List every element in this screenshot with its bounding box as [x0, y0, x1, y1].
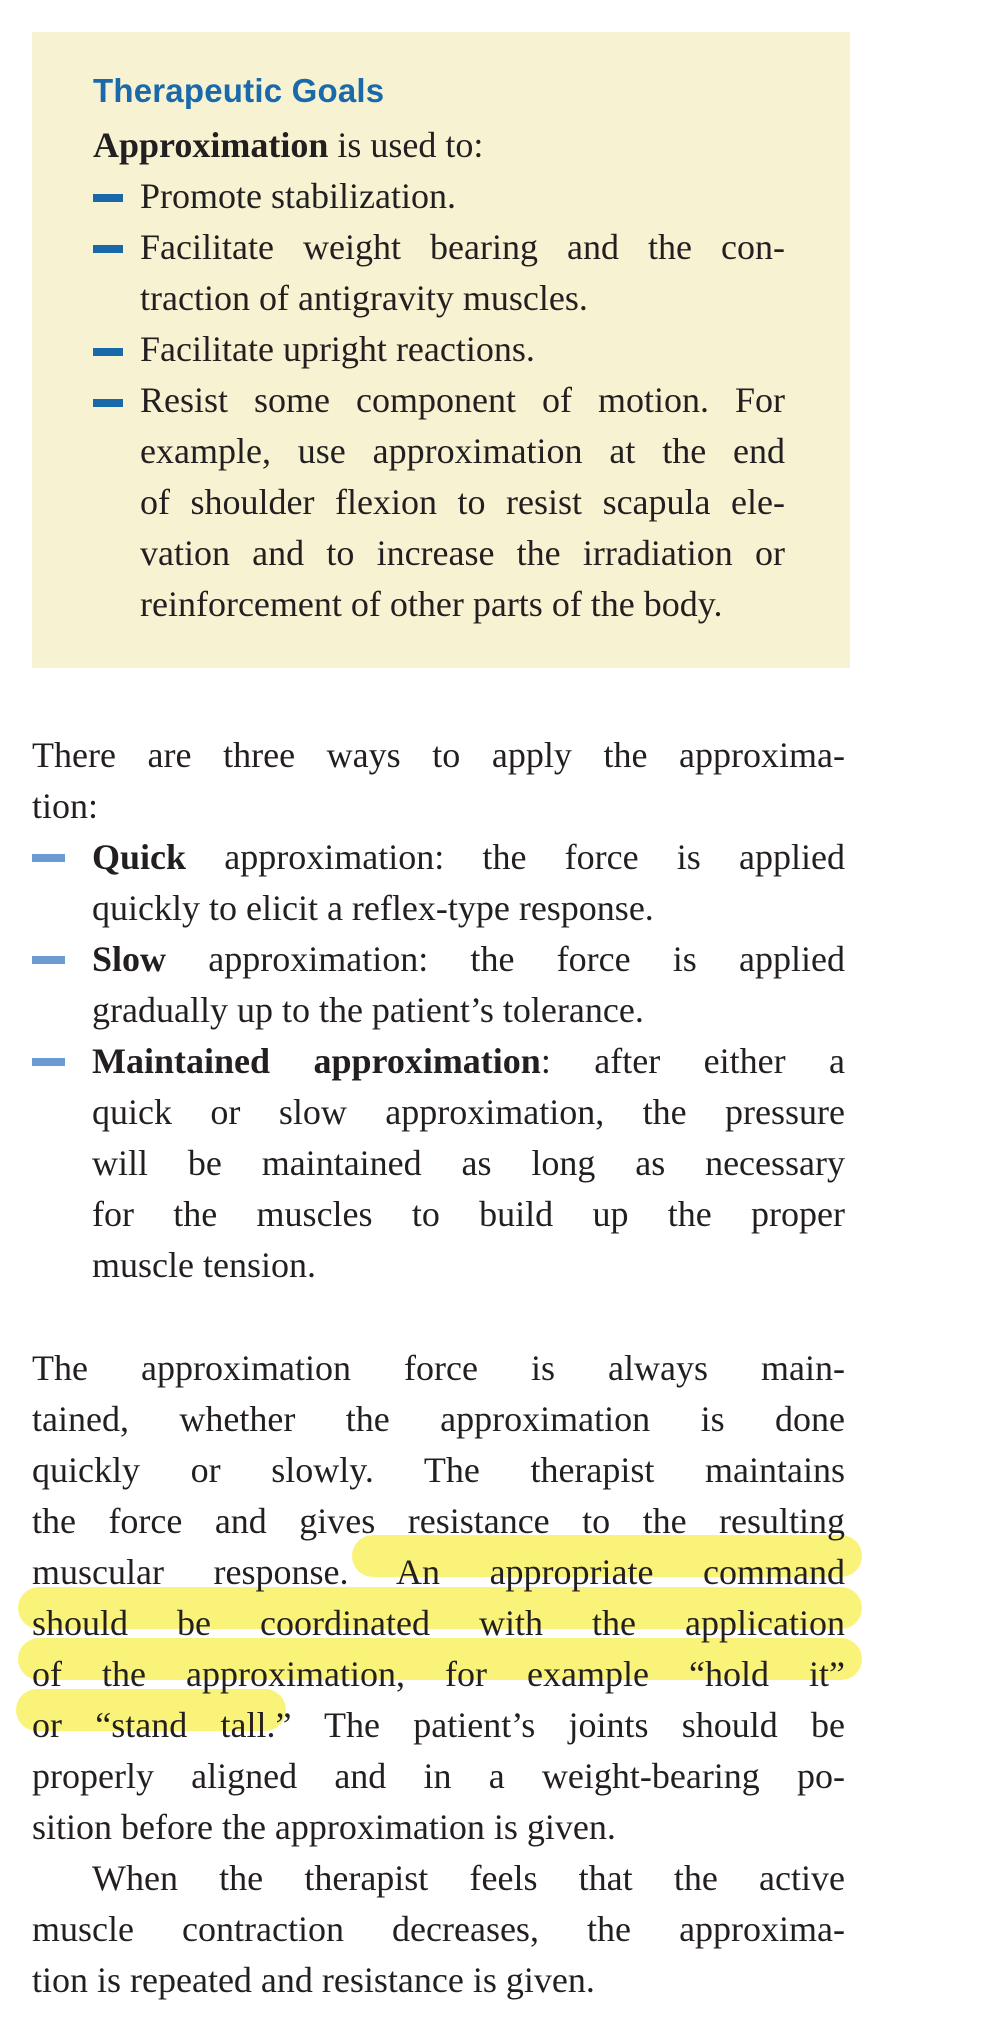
ways-maintained-rest: : after either a [540, 1041, 845, 1081]
ways-quick-line1 [92, 832, 845, 883]
para2-line3: tion is repeated and resistance is given. [32, 1960, 595, 2000]
dash-icon [93, 245, 123, 253]
para1-line3: quickly or slowly. The therapist maintains [32, 1450, 845, 1490]
ways-intro-line2: tion: [32, 786, 99, 826]
ways-intro-line1: There are three ways to apply the approxima- [32, 735, 845, 775]
dash-icon [93, 348, 123, 356]
goals-intro-rest: is used to: [328, 125, 484, 165]
ways-quick-bold: Quick [92, 837, 187, 877]
ways-maintained-line4: for the muscles to build up the proper [92, 1194, 845, 1234]
dash-icon [93, 399, 123, 407]
para1-line10: sition before the approximation is given. [32, 1807, 616, 1847]
ways-maintained-line2: quick or slow approximation, the pressure [92, 1092, 845, 1132]
dash-icon [32, 1058, 65, 1066]
para1-line4: the force and gives resistance to the resulting [32, 1501, 845, 1541]
para1-line1: The approximation force is always main- [32, 1348, 845, 1388]
goals-intro-bold: Approximation [93, 125, 329, 165]
ways-quick-rest: approximation: the force is applied [186, 837, 845, 877]
dash-icon [32, 956, 65, 964]
para2-line1: When the therapist feels that the active [92, 1858, 845, 1898]
goals-intro [93, 120, 483, 171]
goals-item-3: Facilitate upright reactions. [140, 329, 535, 369]
goals-item-4-line1: Resist some component of motion. For [140, 380, 785, 420]
goals-item-1: Promote stabilization. [140, 176, 456, 216]
ways-maintained-line5: muscle tension. [92, 1245, 316, 1285]
ways-quick-line2: quickly to elicit a reflex-type response. [92, 888, 654, 928]
ways-maintained-line3: will be maintained as long as necessary [92, 1143, 845, 1183]
goals-item-2-line2: traction of antigravity muscles. [140, 278, 588, 318]
goals-item-4-line4: vation and to increase the irradiation or [140, 533, 785, 573]
ways-slow-line1 [92, 934, 845, 985]
goals-title: Therapeutic Goals [93, 72, 385, 109]
dash-icon [93, 194, 123, 202]
para1-line5: muscular response. An appropriate command [32, 1552, 845, 1592]
goals-item-2-line1: Facilitate weight bearing and the con- [140, 227, 785, 267]
ways-maintained-line1 [92, 1036, 845, 1087]
para1-line8: or “stand tall.” The patient’s joints should be [32, 1705, 845, 1745]
ways-slow-bold: Slow [92, 939, 167, 979]
dash-icon [32, 854, 65, 862]
para1-line7: of the approximation, for example “hold it” [32, 1654, 845, 1694]
ways-slow-line2: gradually up to the patient’s tolerance. [92, 990, 644, 1030]
goals-item-4-line2: example, use approximation at the end [140, 431, 785, 471]
para1-line2: tained, whether the approximation is done [32, 1399, 845, 1439]
goals-item-4-line5: reinforcement of other parts of the body. [140, 584, 723, 624]
ways-slow-rest: approximation: the force is applied [166, 939, 845, 979]
goals-item-4-line3: of shoulder flexion to resist scapula ele- [140, 482, 785, 522]
ways-maintained-bold: Maintained approximation [92, 1041, 541, 1081]
para1-line9: properly aligned and in a weight-bearing po- [32, 1756, 845, 1796]
para2-line2: muscle contraction decreases, the approxima- [32, 1909, 845, 1949]
para1-line6: should be coordinated with the application [32, 1603, 845, 1643]
